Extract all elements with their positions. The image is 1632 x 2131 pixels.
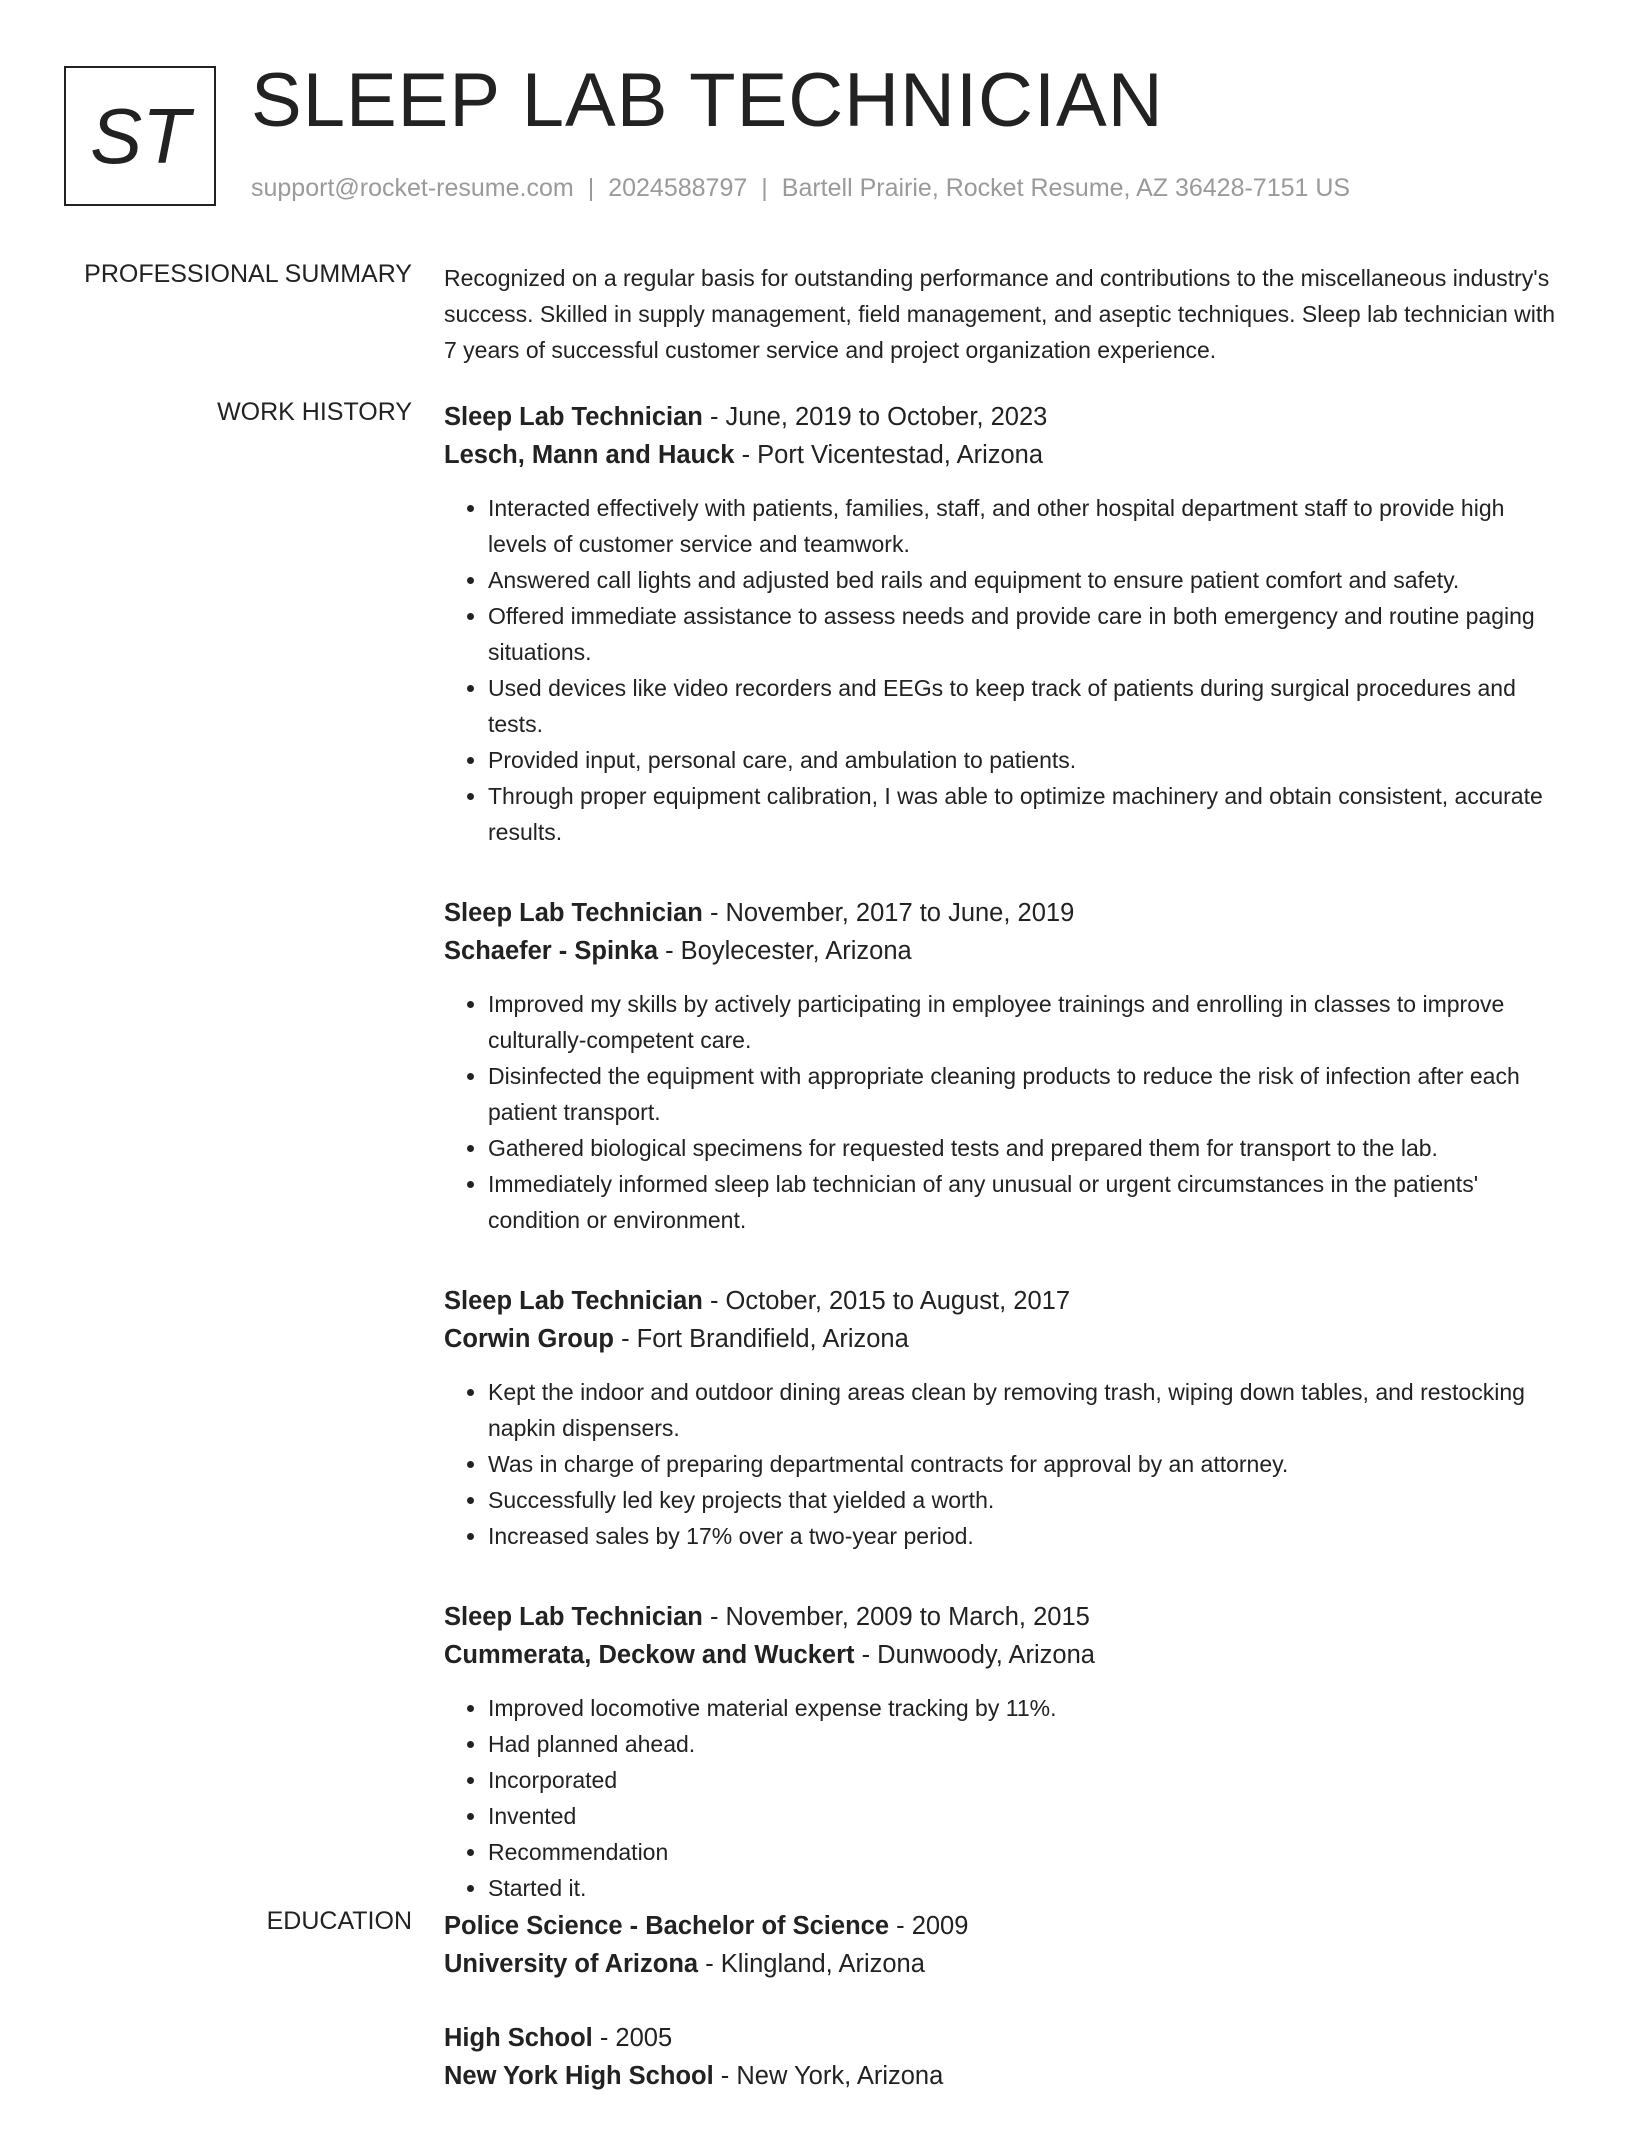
- job-company: Cummerata, Deckow and Wuckert: [444, 1641, 855, 1669]
- contact-email[interactable]: support@rocket-resume.com: [251, 174, 574, 202]
- job-company: Corwin Group: [444, 1325, 614, 1353]
- job-location: - Dunwoody, Arizona: [854, 1641, 1095, 1669]
- contact-separator: |: [587, 174, 595, 202]
- education-year: - 2009: [889, 1912, 969, 1940]
- job-bullet: • Interacted effectively with patients, families, staff, and other hospital department staff to provide high levels of customer service and teamwork.: [488, 490, 1560, 562]
- job-bullet: • Was in charge of preparing departmental contracts for approval by an attorney.: [488, 1446, 1560, 1482]
- job-company-line: [444, 1320, 1560, 1358]
- job-bullet-list: [444, 1690, 1560, 1906]
- job-bullet: • Increased sales by 17% over a two-year period.: [488, 1518, 1560, 1554]
- job-dates: - November, 2017 to June, 2019: [702, 899, 1075, 927]
- job-bullet: • Gathered biological specimens for requested tests and prepared them for transport to the lab.: [488, 1130, 1560, 1166]
- job-title-line: [444, 1598, 1560, 1636]
- education-school-line: [444, 2057, 1560, 2095]
- job-title-line: [444, 398, 1560, 436]
- resume-title: SLEEP LAB TECHNICIAN: [251, 58, 1164, 143]
- job-title: Sleep Lab Technician: [444, 899, 703, 927]
- contact-separator: |: [761, 174, 768, 202]
- job-company-line: [444, 436, 1560, 474]
- job-company-line: [444, 932, 1560, 970]
- job-bullet: • Kept the indoor and outdoor dining areas clean by removing trash, wiping down tables, and restocking napkin dispensers.: [488, 1374, 1560, 1446]
- job-dates: - October, 2015 to August, 2017: [702, 1287, 1071, 1315]
- job-bullet: • Successfully led key projects that yielded a worth.: [488, 1482, 1560, 1518]
- contact-line: [251, 174, 1350, 203]
- education-school: New York High School: [444, 2062, 714, 2090]
- education-degree: High School: [444, 2024, 593, 2052]
- summary-heading: PROFESSIONAL SUMMARY: [84, 260, 412, 288]
- job-company: Schaefer - Spinka: [444, 937, 658, 965]
- contact-phone[interactable]: 2024588797: [608, 174, 748, 202]
- job-bullet: • Had planned ahead.: [488, 1726, 1560, 1762]
- education-entry: [444, 2019, 1560, 2095]
- job-list: [444, 398, 1560, 1950]
- job-entry: [444, 1598, 1560, 1906]
- job-bullet: • Improved locomotive material expense tracking by 11%.: [488, 1690, 1560, 1726]
- job-bullet: • Invented: [488, 1798, 1560, 1834]
- job-bullet: • Provided input, personal care, and ambulation to patients.: [488, 742, 1560, 778]
- job-entry: [444, 1282, 1560, 1554]
- education-school-line: [444, 1945, 1560, 1983]
- job-bullet: • Through proper equipment calibration, I was able to optimize machinery and obtain consistent, accurate results.: [488, 778, 1560, 850]
- job-bullet: • Incorporated: [488, 1762, 1560, 1798]
- summary-text: Recognized on a regular basis for outstanding performance and contributions to the miscellaneous industry's success. Skilled in supply management, field management, and aseptic techniques. Sleep lab technician with 7 years of successful customer service and project organization experience.: [444, 265, 1556, 363]
- monogram-box: [64, 66, 216, 206]
- job-company: Lesch, Mann and Hauck: [444, 441, 735, 469]
- job-dates: - June, 2019 to October, 2023: [702, 403, 1048, 431]
- job-title: Sleep Lab Technician: [444, 1287, 703, 1315]
- job-bullet: • Improved my skills by actively participating in employee trainings and enrolling in classes to improve culturally-competent care.: [488, 986, 1560, 1058]
- job-bullet: • Answered call lights and adjusted bed rails and equipment to ensure patient comfort and safety.: [488, 562, 1560, 598]
- job-title: Sleep Lab Technician: [444, 1603, 703, 1631]
- education-entry: [444, 1907, 1560, 1983]
- education-location: - New York, Arizona: [713, 2062, 944, 2090]
- work-history-heading: WORK HISTORY: [217, 398, 412, 426]
- education-school: University of Arizona: [444, 1950, 699, 1978]
- education-year: - 2005: [592, 2024, 673, 2052]
- job-bullet-list: [444, 490, 1560, 850]
- job-bullet: • Used devices like video recorders and EEGs to keep track of patients during surgical procedures and tests.: [488, 670, 1560, 742]
- job-bullet: • Recommendation: [488, 1834, 1560, 1870]
- job-location: - Port Vicentestad, Arizona: [734, 441, 1044, 469]
- job-location: - Boylecester, Arizona: [658, 937, 912, 965]
- education-location: - Klingland, Arizona: [698, 1950, 925, 1978]
- job-company-line: [444, 1636, 1560, 1674]
- job-title: Sleep Lab Technician: [444, 403, 703, 431]
- education-heading: EDUCATION: [266, 1907, 412, 1935]
- job-title-line: [444, 894, 1560, 932]
- job-location: - Fort Brandifield, Arizona: [613, 1325, 909, 1353]
- job-bullet-list: [444, 986, 1560, 1238]
- education-degree-line: [444, 2019, 1560, 2057]
- job-entry: [444, 894, 1560, 1238]
- job-bullet-list: [444, 1374, 1560, 1554]
- job-entry: [444, 398, 1560, 850]
- education-degree: Police Science - Bachelor of Science: [444, 1912, 890, 1940]
- education-degree-line: [444, 1907, 1560, 1945]
- contact-address: Bartell Prairie, Rocket Resume, AZ 36428-7151 US: [781, 174, 1351, 202]
- job-title-line: [444, 1282, 1560, 1320]
- job-bullet: • Offered immediate assistance to assess needs and provide care in both emergency and routine paging situations.: [488, 598, 1560, 670]
- monogram-initials: ST: [90, 91, 190, 180]
- job-bullet: • Started it.: [488, 1870, 1560, 1906]
- job-bullet: • Immediately informed sleep lab technician of any unusual or urgent circumstances in the patients' condition or environment.: [488, 1166, 1560, 1238]
- job-dates: - November, 2009 to March, 2015: [702, 1603, 1090, 1631]
- education-list: [444, 1907, 1560, 2131]
- job-bullet: • Disinfected the equipment with appropriate cleaning products to reduce the risk of infection after each patient transport.: [488, 1058, 1560, 1130]
